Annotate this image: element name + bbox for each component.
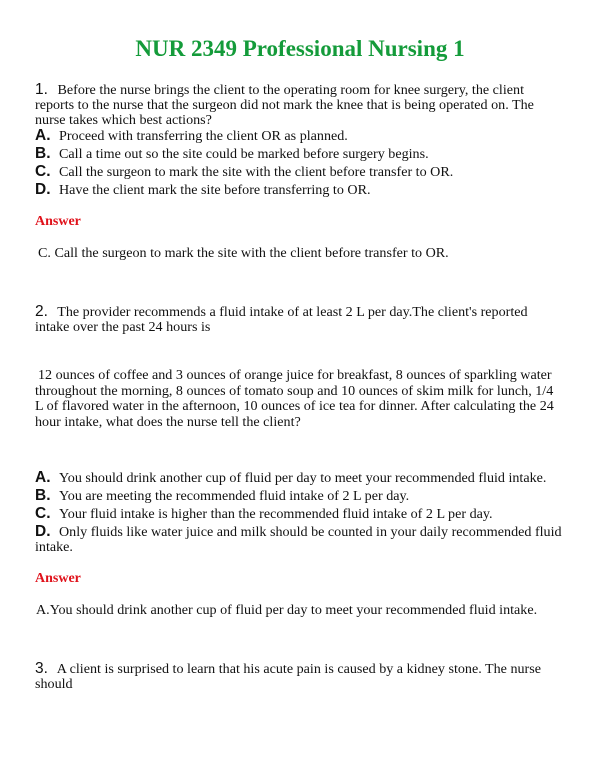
question-text: The provider recommends a fluid intake of at least 2 L per day.The client's reported intake over the past 24 hours is xyxy=(35,304,528,335)
question-number: 1. xyxy=(35,81,48,98)
option-a xyxy=(35,470,563,486)
option-letter: B. xyxy=(35,487,51,504)
option-letter: C. xyxy=(35,163,51,180)
option-letter: A. xyxy=(35,127,51,144)
option-text: Have the client mark the site before transferring to OR. xyxy=(59,182,371,198)
option-text: Call a time out so the site could be marked before surgery begins. xyxy=(59,146,429,162)
option-letter: A. xyxy=(35,469,51,486)
option-text: Call the surgeon to mark the site with the client before transfer to OR. xyxy=(59,164,454,180)
answer-label: Answer xyxy=(35,571,81,586)
question-text: A client is surprised to learn that his acute pain is caused by a kidney stone. The nurse should xyxy=(35,661,541,692)
option-letter: D. xyxy=(35,181,51,198)
option-d xyxy=(35,182,563,198)
question-2-detail: 12 ounces of coffee and 3 ounces of orange juice for breakfast, 8 ounces of sparkling water throughout the morning, 8 ounces of tomato soup and 10 ounces of skim milk for lunch, 1/4 L of flavored water in the afternoon, 10 ounces of ice tea for dinner. After calculating the 24 hour intake, what does the nurse tell the client? xyxy=(35,367,554,430)
option-letter: B. xyxy=(35,145,51,162)
option-text: You should drink another cup of fluid per day to meet your recommended fluid intake. xyxy=(59,470,547,486)
answer-text: C. Call the surgeon to mark the site with the client before transfer to OR. xyxy=(38,245,449,261)
answer-text: A.You should drink another cup of fluid per day to meet your recommended fluid intake. xyxy=(36,602,538,618)
option-text: Only fluids like water juice and milk should be counted in your daily recommended fluid intake. xyxy=(35,524,562,555)
option-b xyxy=(35,488,563,504)
option-letter: D. xyxy=(35,523,51,540)
question-2 xyxy=(35,304,563,335)
option-b xyxy=(35,146,563,162)
question-3 xyxy=(35,661,563,692)
question-1 xyxy=(35,82,563,128)
option-d xyxy=(35,524,563,555)
answer-label: Answer xyxy=(35,214,81,229)
page-title: NUR 2349 Professional Nursing 1 xyxy=(135,36,465,61)
option-letter: C. xyxy=(35,505,51,522)
option-c xyxy=(35,164,563,180)
option-text: Proceed with transferring the client OR as planned. xyxy=(59,128,348,144)
question-number: 3. xyxy=(35,660,48,677)
option-text: You are meeting the recommended fluid intake of 2 L per day. xyxy=(59,488,410,504)
question-number: 2. xyxy=(35,303,48,320)
option-a xyxy=(35,128,563,144)
option-c xyxy=(35,506,563,522)
question-text: Before the nurse brings the client to the operating room for knee surgery, the client reports to the nurse that the surgeon did not mark the knee that is being operated on. The nurse takes which best actions? xyxy=(35,82,534,128)
option-text: Your fluid intake is higher than the recommended fluid intake of 2 L per day. xyxy=(59,506,493,522)
